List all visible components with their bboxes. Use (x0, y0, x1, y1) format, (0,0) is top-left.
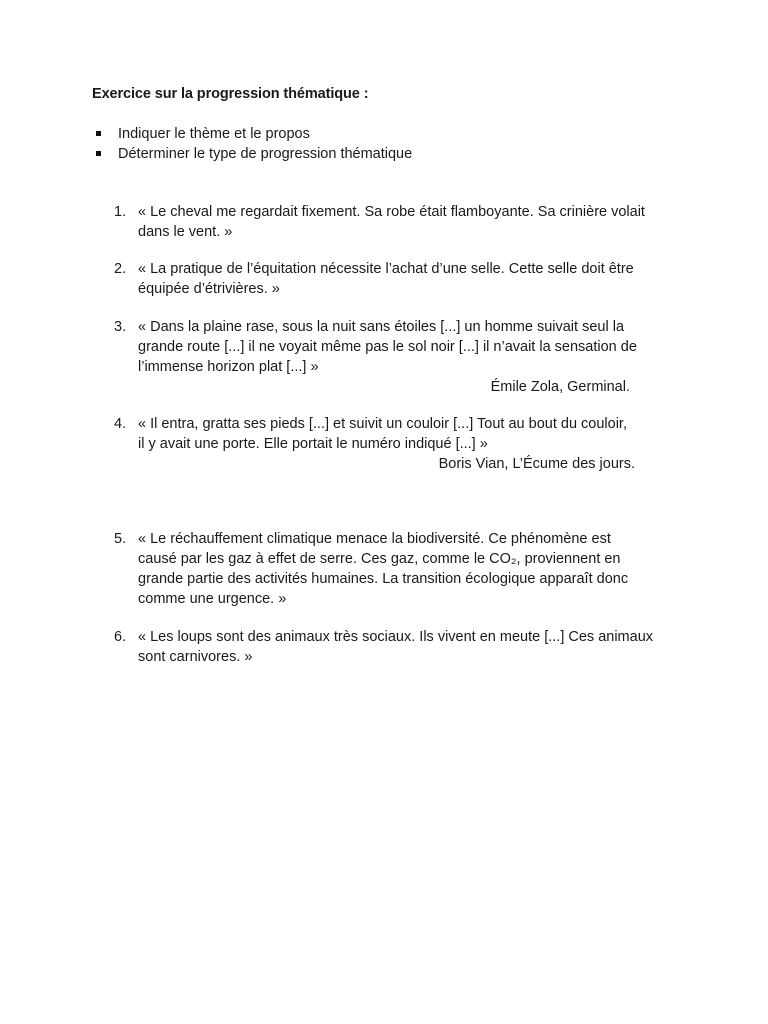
exercise-line: « Dans la plaine rase, sous la nuit sans étoiles [...] un homme suivait seul la (138, 319, 625, 335)
exercise-number: 6. (114, 629, 127, 645)
exercise-line: « La pratique de l’équitation nécessite l’achat d’une selle. Cette selle doit être (138, 261, 634, 277)
exercise-line: comme une urgence. » (138, 591, 287, 607)
exercise-line: il y avait une porte. Elle portait le numéro indiqué [...] » (138, 436, 488, 452)
exercise-number: 4. (114, 416, 127, 432)
exercise-item-5 (114, 529, 694, 609)
instruction-item (92, 144, 412, 164)
exercise-line: causé par les gaz à effet de serre. Ces gaz, comme le CO₂, proviennent en (138, 551, 621, 567)
exercise-line: grande route [...] il ne voyait même pas le sol noir [...] il n’avait la sensation de (138, 339, 637, 355)
exercise-line: sont carnivores. » (138, 649, 253, 665)
square-bullet-icon (96, 151, 101, 156)
exercise-number: 1. (114, 204, 127, 220)
instruction-item (92, 124, 412, 144)
exercise-line: dans le vent. » (138, 224, 233, 240)
exercise-item-6 (114, 627, 694, 667)
instruction-list (92, 124, 412, 164)
exercise-number: 3. (114, 319, 127, 335)
exercise-number: 5. (114, 531, 127, 547)
exercise-item-3 (114, 317, 694, 397)
exercise-line: « Il entra, gratta ses pieds [...] et suivit un couloir [...] Tout au bout du couloir, (138, 416, 627, 432)
exercise-line: « Les loups sont des animaux très sociaux. Ils vivent en meute [...] Ces animaux (138, 629, 654, 645)
exercise-item-1 (114, 202, 694, 242)
instruction-text: Indiquer le thème et le propos (118, 126, 310, 142)
page-title: Exercice sur la progression thématique : (92, 86, 369, 102)
quote-source: Boris Vian, L’Écume des jours. (438, 456, 635, 472)
exercise-line: l’immense horizon plat [...] » (138, 359, 319, 375)
exercise-line: « Le cheval me regardait fixement. Sa robe était flamboyante. Sa crinière volait (138, 204, 645, 220)
square-bullet-icon (96, 131, 101, 136)
exercise-number: 2. (114, 261, 127, 277)
instruction-text: Déterminer le type de progression thématique (118, 146, 413, 162)
exercise-item-2 (114, 259, 694, 299)
exercise-item-4 (114, 414, 694, 474)
exercise-line: équipée d’étrivières. » (138, 281, 280, 297)
quote-source: Émile Zola, Germinal. (490, 379, 630, 395)
exercise-line: grande partie des activités humaines. La transition écologique apparaît donc (138, 571, 629, 587)
exercise-line: « Le réchauffement climatique menace la biodiversité. Ce phénomène est (138, 531, 611, 547)
